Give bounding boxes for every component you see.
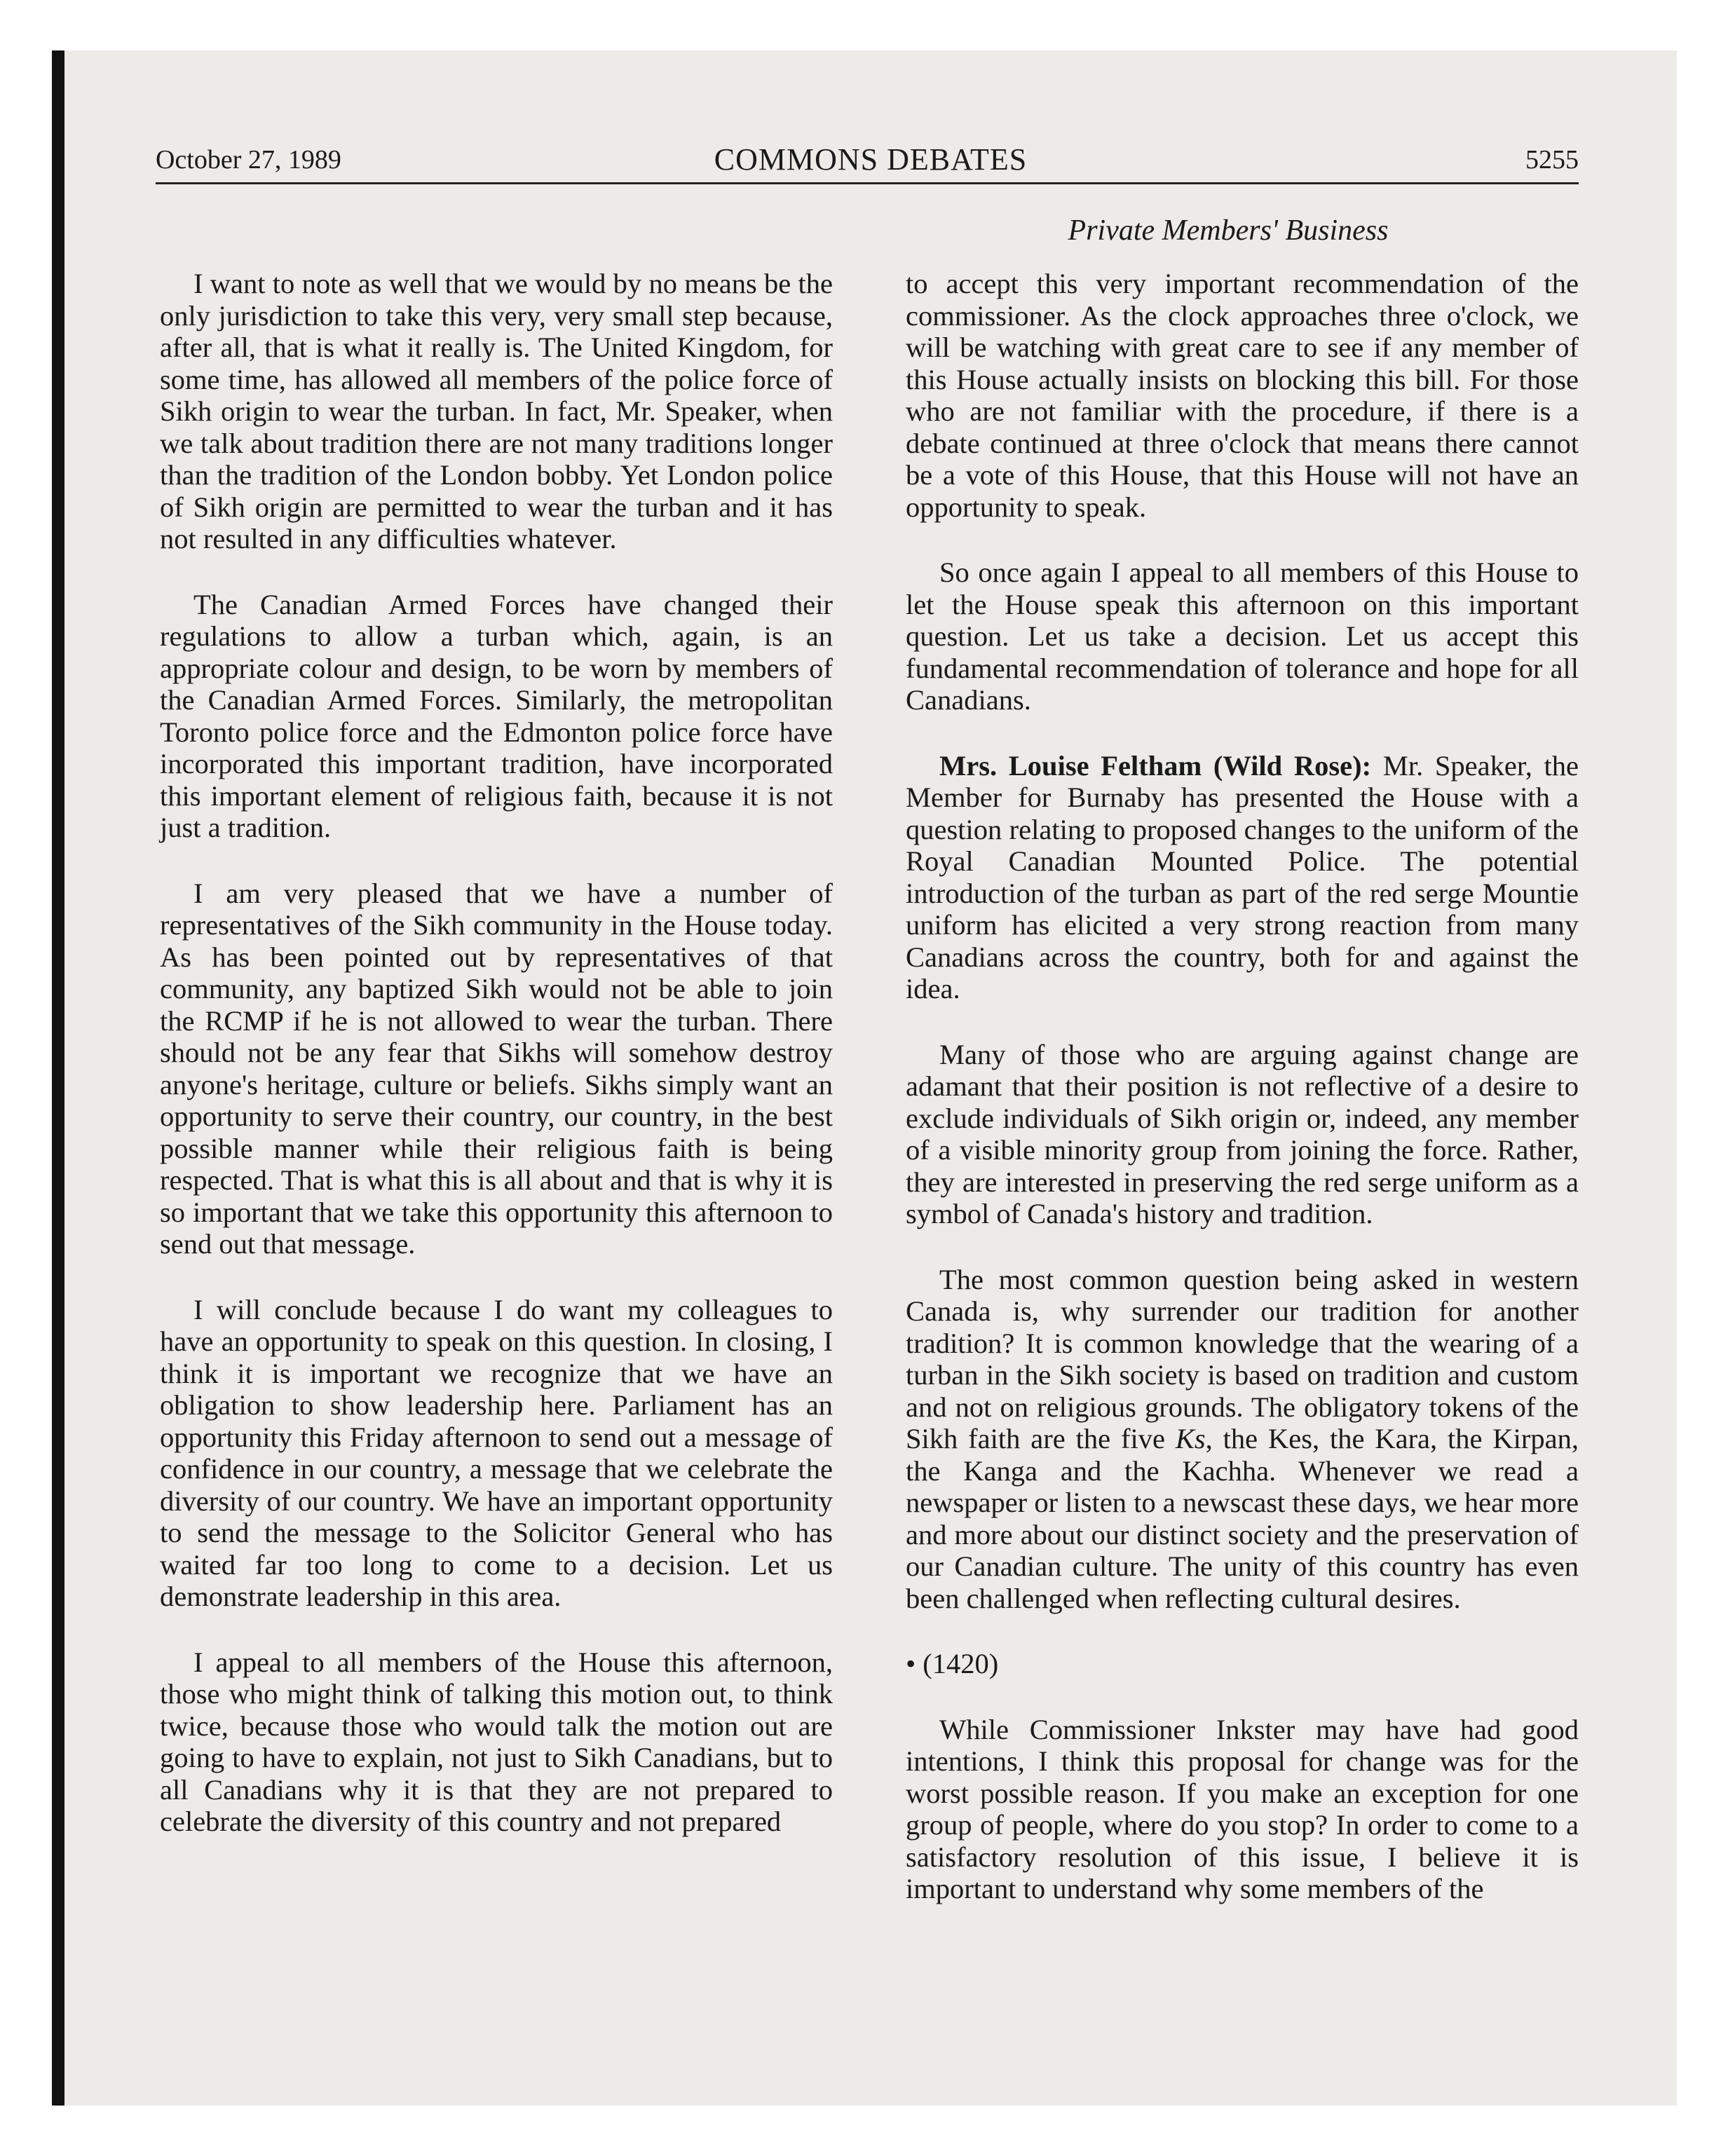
right-column bbox=[906, 268, 1579, 1905]
speaker-name: Mrs. Louise Feltham (Wild Rose): bbox=[939, 749, 1372, 782]
paragraph: to accept this very important recommendation of the commissioner. As the clock approaches three o'clock, we will be watching with great care to see if any member of this House actually insists on blocking this bill. For those who are not familiar with the procedure, if there is a debate continued at three o'clock that means there cannot be a vote of this House, that this House will not have an opportunity to speak. bbox=[906, 268, 1579, 523]
paragraph: I appeal to all members of the House this afternoon, those who might think of talking this motion out, to think twice, because those who would talk the motion out are going to have to explain, not just to Sikh Canadians, but to all Canadians why it is that they are not prepared to celebrate the diversity of this country and not prepared bbox=[160, 1646, 833, 1837]
time-marker: • (1420) bbox=[906, 1648, 999, 1679]
paragraph bbox=[906, 1264, 1579, 1615]
header-date: October 27, 1989 bbox=[156, 145, 341, 175]
scan-edge-bar bbox=[52, 50, 64, 2106]
paragraph: I am very pleased that we have a number of representatives of the Sikh community in the House today. As has been pointed out by representatives of that community, any baptized Sikh would not be able to join the RCMP if he is not allowed to wear the turban. There should not be any fear that Sikhs will somehow destroy anyone's heritage, culture or beliefs. Sikhs simply want an opportunity to serve their country, our country, in the best possible manner while their religious faith is being respected. That is what this is all about and that is why it is so important that we take this opportunity this afternoon to send out that message. bbox=[160, 877, 833, 1260]
paragraph: So once again I appeal to all members of this House to let the House speak this afternoon on this important question. Let us take a decision. Let us accept this fundamental recommendation of tolerance and hope for all Canadians. bbox=[906, 557, 1579, 716]
speech-text: Mr. Speaker, the Member for Burnaby has presented the House with a question relating to proposed changes to the uniform of the Royal Canadian Mounted Police. The potential introduction of the turban as part of the red serge Mountie uniform has elicited a very strong reaction from many Canadians across the country, both for and against the idea. bbox=[906, 749, 1579, 1004]
document-page bbox=[64, 50, 1677, 2106]
paragraph: While Commissioner Inkster may have had good intentions, I think this proposal for change was for the worst possible reason. If you make an exception for one group of people, where do you stop? In order to come to a satisfactory resolution of this issue, I believe it is important to understand why some members of the bbox=[906, 1713, 1579, 1904]
paragraph-text: The most common question being asked in western Canada is, why surrender our tradition for another tradition? It is common knowledge that the wearing of a turban in the Sikh society is based on tradition and custom and not on religious grounds. The obligatory tokens of the Sikh faith are the five bbox=[906, 1263, 1579, 1454]
header-page-number: 5255 bbox=[1525, 145, 1579, 175]
paragraph: The Canadian Armed Forces have changed their regulations to allow a turban which, again, is an appropriate colour and design, to be worn by members of the Canadian Armed Forces. Similarly, the metropolitan Toronto police force and the Edmonton police force have incorporated this important tradition, have incorporated this important element of religious faith, because it is not just a tradition. bbox=[160, 588, 833, 843]
speech-paragraph bbox=[906, 750, 1579, 1005]
paragraph: I want to note as well that we would by no means be the only jurisdiction to take this very, very small step because, after all, that is what it really is. The United Kingdom, for some time, has allowed all members of the police force of Sikh origin to wear the turban. In fact, Mr. Speaker, when we talk about tradition there are not many traditions longer than the tradition of the London bobby. Yet London police of Sikh origin are permitted to wear the turban and it has not resulted in any difficulties whatever. bbox=[160, 268, 833, 554]
paragraph: Many of those who are arguing against change are adamant that their position is not reflective of a desire to exclude individuals of Sikh origin or, indeed, any member of a visible minority group from joining the force. Rather, they are interested in preserving the red serge uniform as a symbol of Canada's history and tradition. bbox=[906, 1038, 1579, 1229]
left-column bbox=[160, 268, 833, 1838]
paragraph: I will conclude because I do want my colleagues to have an opportunity to speak on this question. In closing, I think it is important we recognize that we have an obligation to show leadership here. Parliament has an opportunity this Friday afternoon to send out a message of confidence in our country, a message that we celebrate the diversity of our country. We have an important opportunity to send the message to the Solicitor General who has waited far too long to come to a decision. Let us demonstrate leadership in this area. bbox=[160, 1293, 833, 1612]
header-title: COMMONS DEBATES bbox=[714, 142, 1028, 177]
section-label: Private Members' Business bbox=[1068, 214, 1389, 247]
italic-term: Ks bbox=[1175, 1423, 1206, 1454]
header-rule bbox=[156, 182, 1579, 184]
paragraph-text: , the Kes, the Kara, the Kirpan, the Kanga and the Kachha. Whenever we read a newspaper or listen to a newscast these days, we hear more and more about our distinct society and the preservation of our Canadian culture. The unity of this country has even been challenged when reflecting cultural desires. bbox=[906, 1423, 1579, 1614]
